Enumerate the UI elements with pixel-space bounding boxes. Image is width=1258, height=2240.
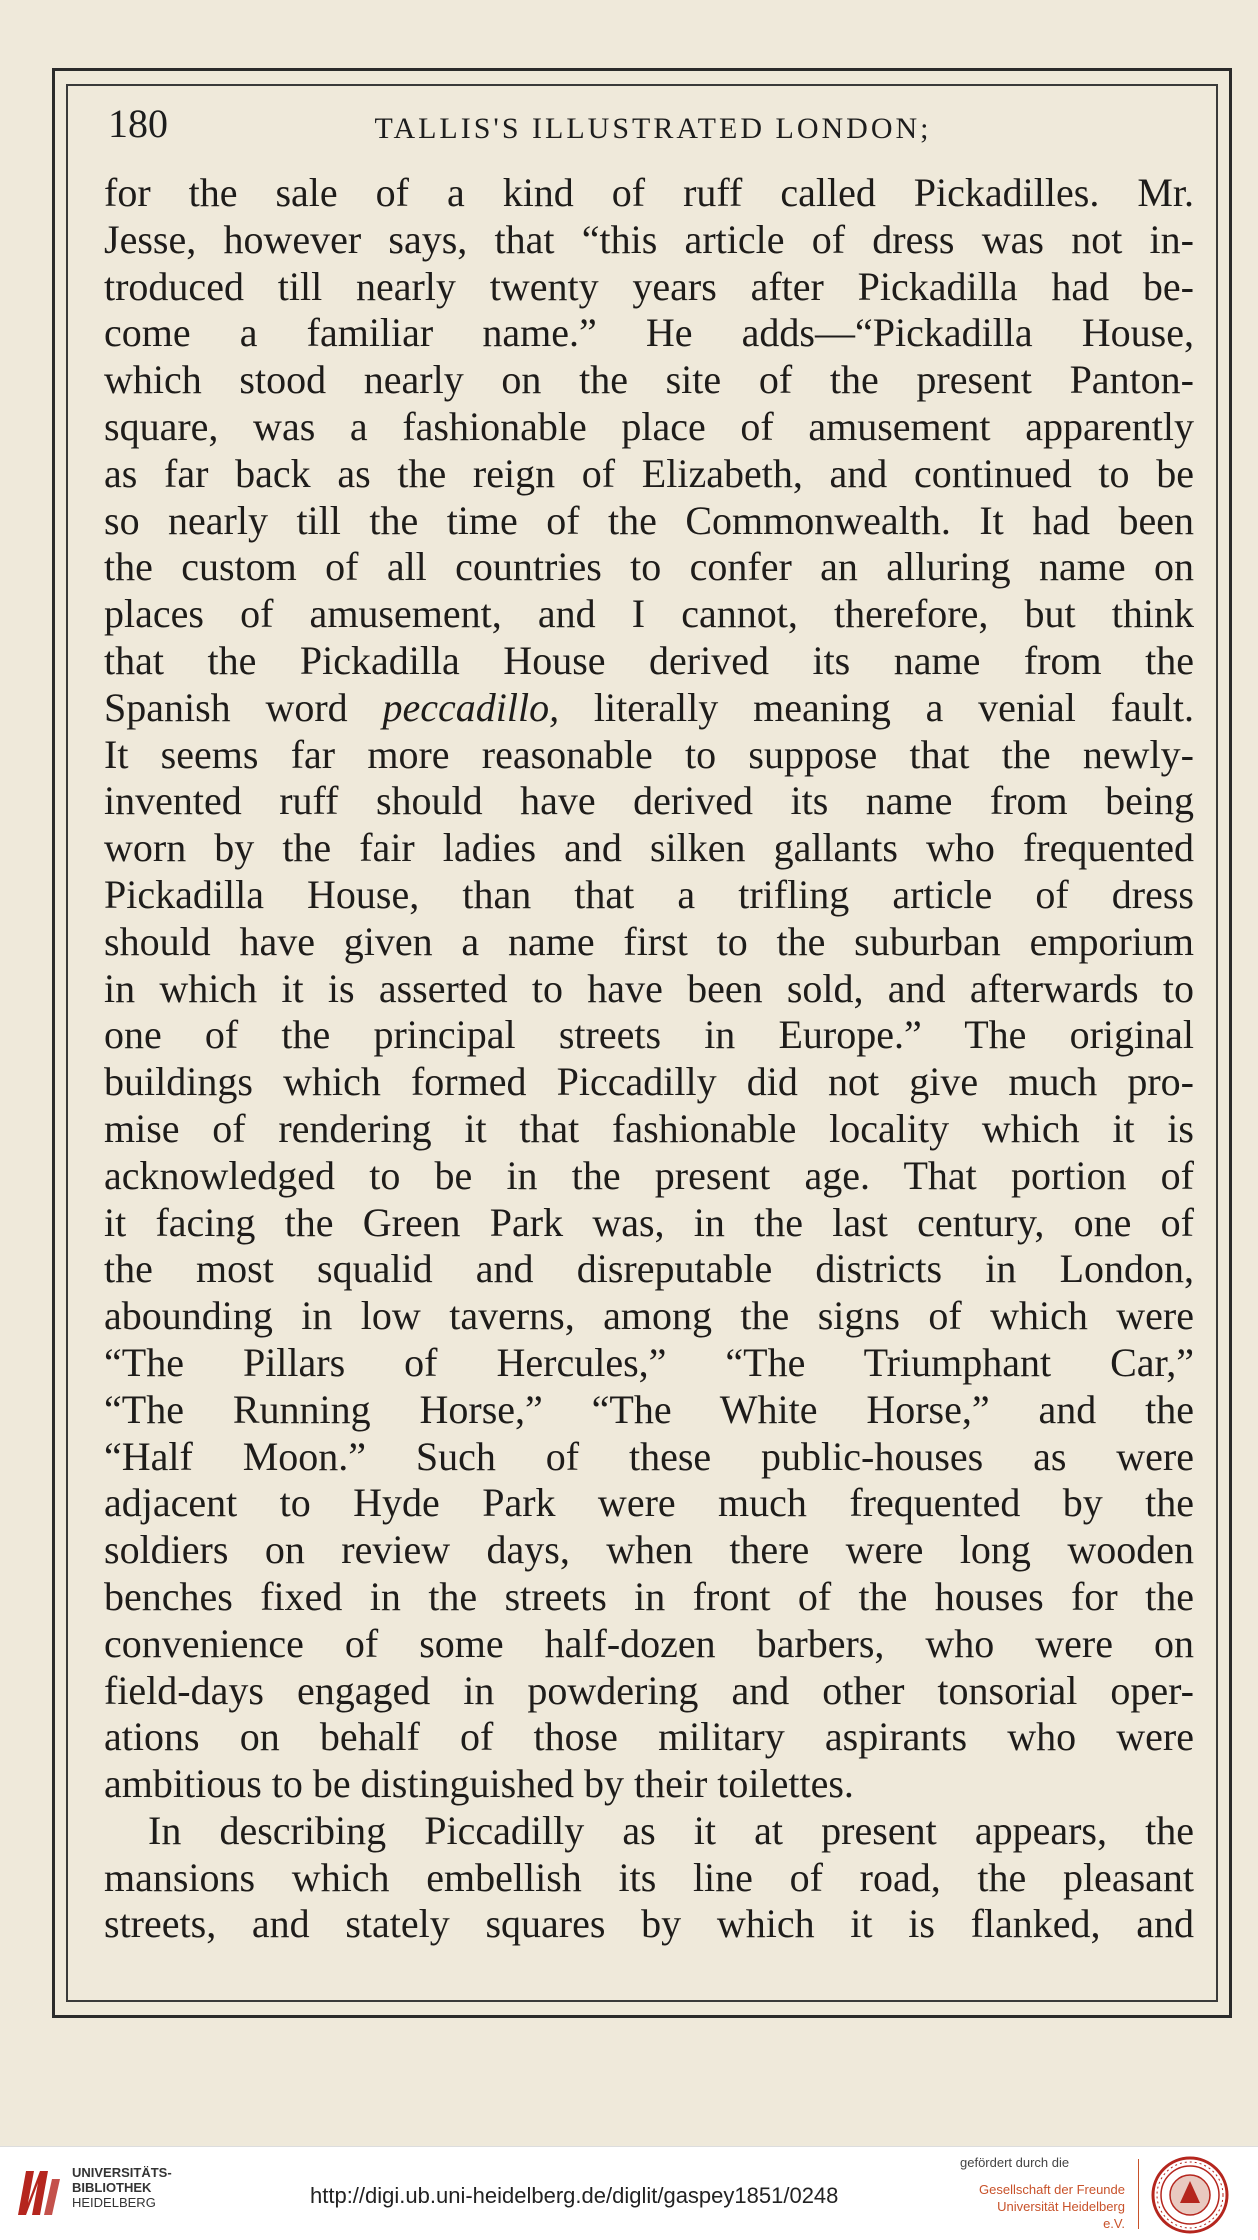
text-line: mise of rendering it that fashionable locality which it is xyxy=(104,1105,1194,1151)
permalink-url[interactable]: http://digi.ub.uni-heidelberg.de/diglit/gaspey1851/0248 xyxy=(310,2183,839,2208)
sponsor-name-line1: Gesellschaft der Freunde xyxy=(979,2182,1125,2197)
page-header xyxy=(108,100,1198,160)
sponsor-name xyxy=(975,2181,1125,2232)
text-line: troduced till nearly twenty years after Pickadilla had be- xyxy=(104,263,1194,309)
text-line: one of the principal streets in Europe.” The original xyxy=(104,1012,1194,1058)
text-line: “The Running Horse,” “The White Horse,” and the xyxy=(104,1386,1194,1432)
body-text xyxy=(104,170,1194,1948)
text-line: acknowledged to be in the present age. That portion of xyxy=(104,1152,1194,1198)
text-line: In describing Piccadilly as it at present appears, the xyxy=(148,1807,1194,1853)
text-line: for the sale of a kind of ruff called Pickadilles. Mr. xyxy=(104,170,1194,215)
running-title: TALLIS'S ILLUSTRATED LONDON; xyxy=(374,112,932,145)
text-line: convenience of some half-dozen barbers, who were on xyxy=(104,1620,1194,1666)
university-seal-icon xyxy=(1150,2155,1230,2235)
text-line: the custom of all countries to confer an alluring name on xyxy=(104,544,1194,590)
text-line: worn by the fair ladies and silken gallants who frequented xyxy=(104,825,1194,871)
text-line: soldiers on review days, when there were long wooden xyxy=(104,1527,1194,1573)
library-name xyxy=(72,2165,172,2210)
text-line: that the Pickadilla House derived its name from the xyxy=(104,637,1194,683)
text-line: in which it is asserted to have been sold, and afterwards to xyxy=(104,965,1194,1011)
text-line: adjacent to Hyde Park were much frequented by the xyxy=(104,1480,1194,1526)
text-line: it facing the Green Park was, in the last century, one of xyxy=(104,1199,1194,1245)
text-line: square, was a fashionable place of amusement apparently xyxy=(104,403,1194,449)
page-number: 180 xyxy=(108,101,168,146)
sponsor-divider xyxy=(1138,2159,1139,2229)
university-library-logo-icon xyxy=(12,2163,70,2221)
text-line: places of amusement, and I cannot, therefore, but think xyxy=(104,591,1194,637)
text-line: invented ruff should have derived its name from being xyxy=(104,778,1194,824)
text-line: ambitious to be distinguished by their toilettes. xyxy=(104,1761,854,1807)
text-line: as far back as the reign of Elizabeth, and continued to be xyxy=(104,450,1194,496)
text-line: benches fixed in the streets in front of the houses for the xyxy=(104,1573,1194,1619)
text-line: so nearly till the time of the Commonwealth. It had been xyxy=(104,497,1194,543)
text-line: buildings which formed Piccadilly did not give much pro- xyxy=(104,1059,1194,1105)
text-line: Spanish word peccadillo, literally meaning a venial fault. xyxy=(104,684,1194,730)
text-line: Jesse, however says, that “this article of dress was not in- xyxy=(104,216,1194,262)
sponsor-name-line2: Universität Heidelberg e.V. xyxy=(997,2199,1125,2231)
text-line: come a familiar name.” He adds—“Pickadilla House, xyxy=(104,310,1194,356)
text-line: field-days engaged in powdering and other tonsorial oper- xyxy=(104,1667,1194,1713)
text-line: “Half Moon.” Such of these public-houses as were xyxy=(104,1433,1194,1479)
italic-word: peccadillo, xyxy=(382,684,560,730)
text-line: which stood nearly on the site of the present Panton- xyxy=(104,357,1194,403)
text-line: abounding in low taverns, among the signs of which were xyxy=(104,1293,1194,1339)
text-line: mansions which embellish its line of road, the pleasant xyxy=(104,1854,1194,1900)
text-line: the most squalid and disreputable districts in London, xyxy=(104,1246,1194,1292)
viewer-footer xyxy=(0,2146,1258,2240)
text-line: Pickadilla House, than that a trifling article of dress xyxy=(104,871,1194,917)
text-line: ations on behalf of those military aspirants who were xyxy=(104,1714,1194,1760)
text-line: streets, and stately squares by which it is flanked, and xyxy=(104,1901,1194,1947)
text-line: should have given a name first to the suburban emporium xyxy=(104,918,1194,964)
library-name-line2: BIBLIOTHEK xyxy=(72,2180,152,2195)
text-line: It seems far more reasonable to suppose that the newly- xyxy=(104,731,1194,777)
sponsor-caption: gefördert durch die xyxy=(960,2155,1070,2170)
library-name-line3: HEIDELBERG xyxy=(72,2195,156,2210)
library-name-line1: UNIVERSITÄTS- xyxy=(72,2165,172,2180)
text-line: “The Pillars of Hercules,” “The Triumphant Car,” xyxy=(104,1339,1194,1385)
